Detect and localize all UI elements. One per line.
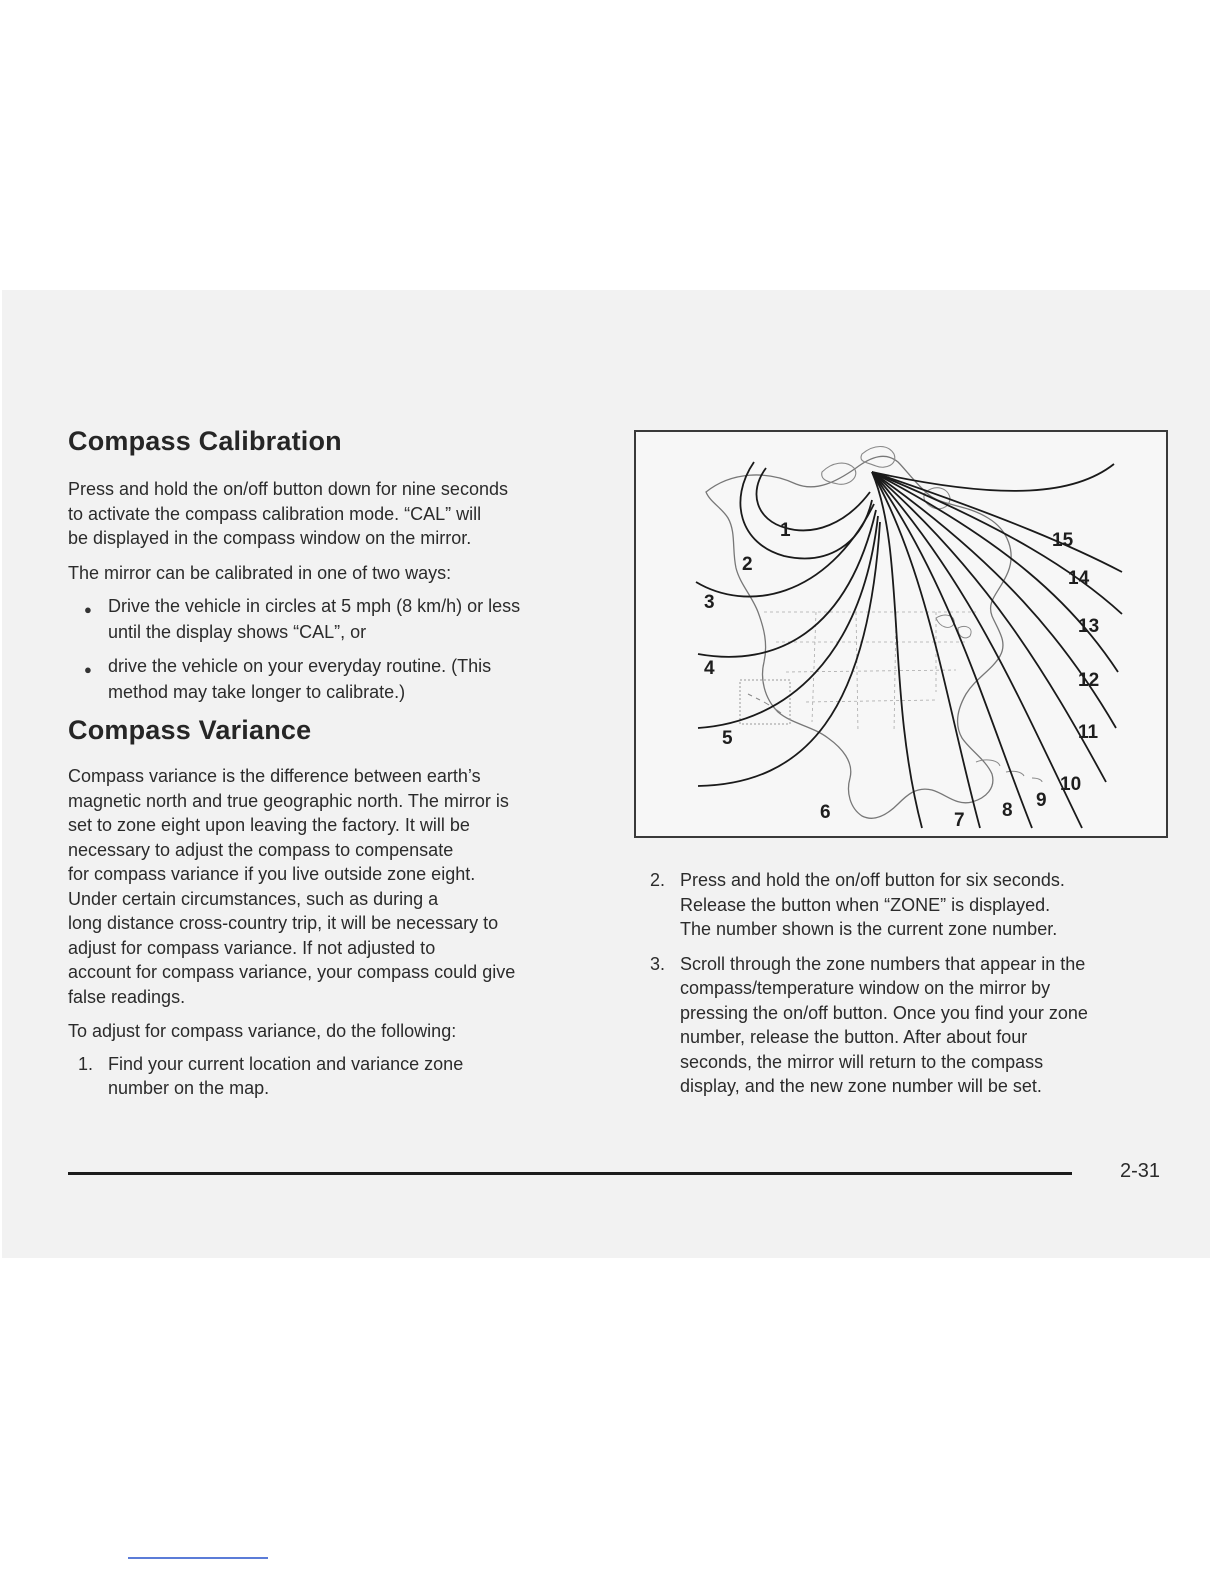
step-line: seconds, the mirror will return to the compass [680, 1051, 1044, 1072]
step-line: Find your current location and variance zone [108, 1053, 464, 1074]
bullet-icon: ● [84, 662, 92, 677]
list-item [68, 593, 608, 645]
calibration-bullets [68, 593, 608, 705]
bullet-line: Drive the vehicle in circles at 5 mph (8 km/h) or less [108, 596, 521, 616]
para-line: false readings. [68, 986, 186, 1007]
bullet-line: method may take longer to calibrate.) [108, 682, 406, 702]
right-column [640, 868, 1180, 1109]
footer-rule [68, 1172, 1072, 1175]
zone-label-6: 6 [820, 802, 831, 823]
calibration-heading: Compass Calibration [68, 426, 342, 456]
step-line: The number shown is the current zone number. [680, 919, 1058, 939]
step-line: Release the button when “ZONE” is displayed. [680, 894, 1051, 915]
intro-line: Press and hold the on/off button down for nine seconds [68, 479, 508, 499]
footer-link-underline[interactable] [128, 1557, 268, 1559]
zone-label-3: 3 [704, 592, 715, 613]
step-number: 2. [650, 870, 666, 890]
intro-line: be displayed in the compass window on the mirror. [68, 528, 472, 548]
zone-label-8: 8 [1002, 800, 1013, 821]
bullet-line: drive the vehicle on your everyday routine. (This [108, 656, 492, 676]
zone-label-2: 2 [742, 554, 753, 575]
calibration-ways: The mirror can be calibrated in one of two ways: [68, 562, 452, 583]
zone-map-svg [636, 432, 1166, 836]
caribbean-islands [976, 760, 1042, 782]
variance-heading: Compass Variance [68, 715, 312, 745]
step-line: Press and hold the on/off button for six seconds. [680, 870, 1065, 890]
para-line: Under certain circumstances, such as during a [68, 888, 439, 909]
step-item [68, 1052, 608, 1101]
zone-label-14: 14 [1068, 568, 1090, 589]
step-item [640, 952, 1180, 1099]
step-line: number on the map. [108, 1078, 270, 1098]
great-lakes [936, 615, 971, 638]
para-line: magnetic north and true geographic north. The mirror is [68, 790, 509, 811]
para-line: account for compass variance, your compass could give [68, 962, 516, 982]
para-line: for compass variance if you live outside zone eight. [68, 864, 476, 884]
zone-label-15: 15 [1052, 530, 1074, 551]
step-line: pressing the on/off button. Once you find your zone [680, 1002, 1088, 1023]
calibration-intro [68, 477, 608, 551]
variance-zone-map [634, 430, 1168, 838]
intro-line: to activate the compass calibration mode. “CAL” will [68, 503, 482, 524]
north-america-outline [706, 456, 1011, 818]
zone-label-4: 4 [704, 658, 715, 679]
zone-label-9: 9 [1036, 790, 1047, 811]
step-line: Scroll through the zone numbers that appear in the [680, 953, 1086, 974]
para-line: Compass variance is the difference between earth’s [68, 766, 481, 786]
isogonic-lines-east [872, 464, 1122, 828]
para-line: set to zone eight upon leaving the factory. It will be [68, 815, 470, 835]
left-column [68, 426, 608, 1111]
zone-label-13: 13 [1078, 616, 1100, 637]
page-number: 2-31 [1120, 1160, 1161, 1182]
step-number: 3. [650, 953, 666, 974]
variance-paragraph [68, 764, 608, 1009]
zone-label-10: 10 [1060, 774, 1082, 795]
steps-list-right [640, 868, 1180, 1099]
step-line: number, release the button. After about four [680, 1027, 1028, 1047]
para-line: long distance cross-country trip, it will be necessary to [68, 913, 499, 933]
step-item [640, 868, 1180, 942]
step-line: display, and the new zone number will be set. [680, 1076, 1042, 1096]
zone-label-12: 12 [1078, 670, 1100, 691]
zone-label-5: 5 [722, 728, 733, 749]
step-number: 1. [78, 1053, 94, 1074]
para-line: necessary to adjust the compass to compensate [68, 839, 454, 860]
para-line: adjust for compass variance. If not adjusted to [68, 937, 436, 958]
adjust-intro: To adjust for compass variance, do the following: [68, 1021, 457, 1041]
zone-label-7: 7 [954, 810, 965, 831]
step-line: compass/temperature window on the mirror by [680, 978, 1051, 998]
border-lines [764, 612, 976, 732]
bullet-line: until the display shows “CAL”, or [108, 622, 367, 642]
zone-label-11: 11 [1078, 722, 1099, 743]
zone-label-1: 1 [780, 520, 791, 541]
bullet-icon: ● [84, 602, 92, 617]
steps-list-left [68, 1052, 608, 1101]
list-item [68, 653, 608, 705]
